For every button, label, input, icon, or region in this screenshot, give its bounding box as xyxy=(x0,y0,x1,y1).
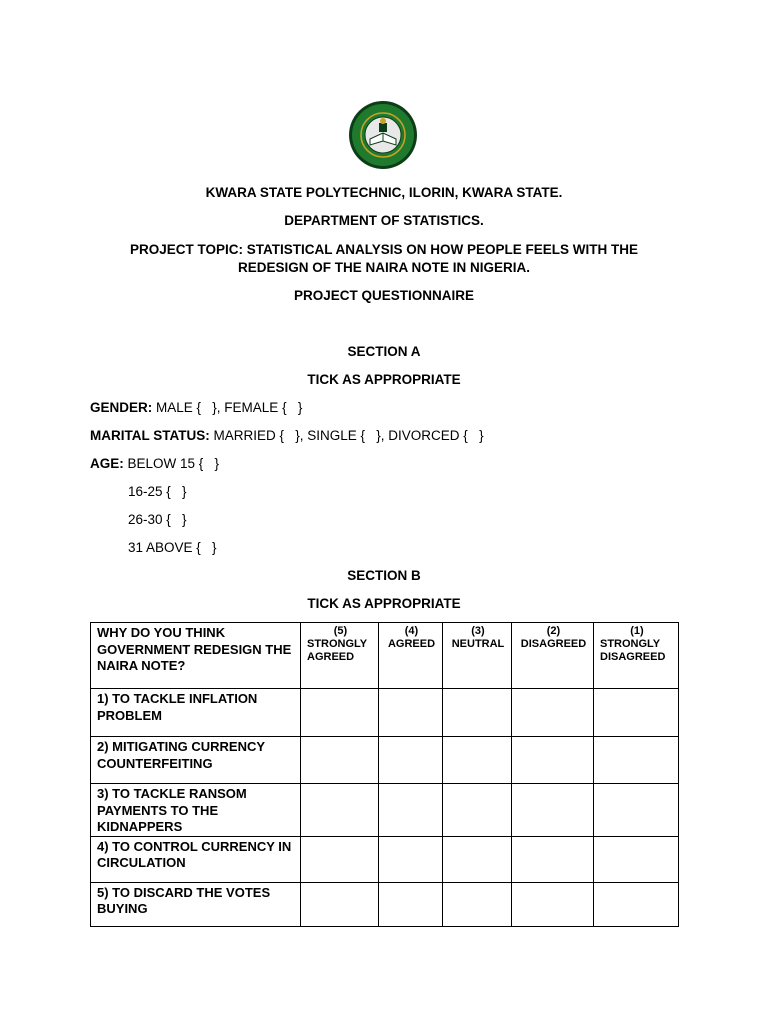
project-topic-line2: REDESIGN OF THE NAIRA NOTE IN NIGERIA. xyxy=(237,260,531,275)
answer-cell[interactable] xyxy=(443,882,512,926)
answer-cell[interactable] xyxy=(379,882,443,926)
department-name: DEPARTMENT OF STATISTICS. xyxy=(284,213,484,228)
answer-cell[interactable] xyxy=(379,737,443,784)
gender-field[interactable] xyxy=(90,399,302,417)
answer-cell[interactable] xyxy=(301,882,379,926)
table-row xyxy=(91,737,679,784)
polytechnic-logo xyxy=(348,99,418,171)
column-strongly-disagreed: (1) STRONGLY DISAGREED xyxy=(594,623,679,689)
column-neutral: (3) NEUTRAL xyxy=(443,623,512,689)
age-option-below-15[interactable]: BELOW 15 { } xyxy=(123,456,220,471)
answer-cell[interactable] xyxy=(443,836,512,882)
questionnaire-table xyxy=(90,622,679,927)
section-b-title: SECTION B xyxy=(347,568,421,583)
question-header: WHY DO YOU THINK GOVERNMENT REDESIGN THE NAIRA NOTE? xyxy=(91,623,301,689)
age-option-16-25[interactable]: 16-25 { } xyxy=(128,484,187,499)
answer-cell[interactable] xyxy=(512,737,594,784)
age-field[interactable] xyxy=(90,455,219,473)
answer-cell[interactable] xyxy=(443,784,512,837)
question-4: 4) TO CONTROL CURRENCY IN CIRCULATION xyxy=(91,836,301,882)
document-title: PROJECT QUESTIONNAIRE xyxy=(293,288,475,303)
answer-cell[interactable] xyxy=(301,737,379,784)
section-a-title: SECTION A xyxy=(347,344,421,359)
answer-cell[interactable] xyxy=(379,784,443,837)
table-header-row xyxy=(91,623,679,689)
age-option-26-30[interactable]: 26-30 { } xyxy=(128,512,187,527)
marital-status-options[interactable]: MARRIED { }, SINGLE { }, DIVORCED { } xyxy=(209,428,484,443)
answer-cell[interactable] xyxy=(594,689,679,737)
answer-cell[interactable] xyxy=(512,882,594,926)
gender-options[interactable]: MALE { }, FEMALE { } xyxy=(152,400,303,415)
project-topic-line1: PROJECT TOPIC: STATISTICAL ANALYSIS ON HOW PEOPLE FEELS WITH THE xyxy=(129,242,639,257)
institution-name: KWARA STATE POLYTECHNIC, ILORIN, KWARA STATE. xyxy=(205,185,563,200)
column-agreed: (4) AGREED xyxy=(379,623,443,689)
question-3: 3) TO TACKLE RANSOM PAYMENTS TO THE KIDNAPPERS xyxy=(91,784,301,837)
question-1: 1) TO TACKLE INFLATION PROBLEM xyxy=(91,689,301,737)
answer-cell[interactable] xyxy=(594,836,679,882)
table-row xyxy=(91,689,679,737)
column-strongly-agreed: (5) STRONGLY AGREED xyxy=(301,623,379,689)
table-row xyxy=(91,882,679,926)
answer-cell[interactable] xyxy=(512,689,594,737)
column-disagreed: (2) DISAGREED xyxy=(512,623,594,689)
answer-cell[interactable] xyxy=(594,882,679,926)
answer-cell[interactable] xyxy=(512,784,594,837)
answer-cell[interactable] xyxy=(443,737,512,784)
answer-cell[interactable] xyxy=(594,784,679,837)
answer-cell[interactable] xyxy=(379,689,443,737)
marital-status-label: MARITAL STATUS: xyxy=(90,428,210,443)
answer-cell[interactable] xyxy=(301,689,379,737)
answer-cell[interactable] xyxy=(301,784,379,837)
answer-cell[interactable] xyxy=(512,836,594,882)
gender-label: GENDER: xyxy=(90,400,153,415)
table-row xyxy=(91,784,679,837)
answer-cell[interactable] xyxy=(594,737,679,784)
section-a-instruction: TICK AS APPROPRIATE xyxy=(307,372,461,387)
answer-cell[interactable] xyxy=(443,689,512,737)
question-5: 5) TO DISCARD THE VOTES BUYING xyxy=(91,882,301,926)
answer-cell[interactable] xyxy=(379,836,443,882)
section-b-instruction: TICK AS APPROPRIATE xyxy=(307,596,461,611)
question-2: 2) MITIGATING CURRENCY COUNTERFEITING xyxy=(91,737,301,784)
age-label: AGE: xyxy=(90,456,124,471)
table-row xyxy=(91,836,679,882)
answer-cell[interactable] xyxy=(301,836,379,882)
marital-status-field[interactable] xyxy=(90,427,484,445)
age-option-31-above[interactable]: 31 ABOVE { } xyxy=(128,540,217,555)
